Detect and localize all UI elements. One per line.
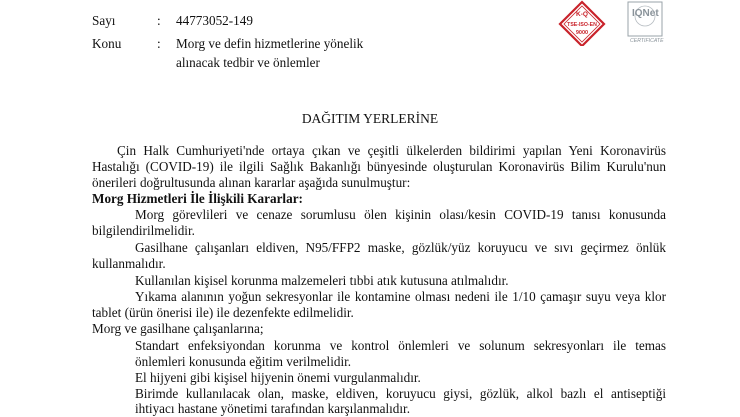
iqnet-text: IQNet	[632, 8, 659, 19]
konu-label: Konu	[92, 36, 122, 51]
kq-certification-icon	[560, 2, 604, 46]
kq-top-text: K-Q	[576, 11, 588, 18]
kq-mid-text: TSE-ISO-EN	[567, 22, 597, 28]
sayi-colon: :	[157, 13, 161, 28]
item-line-1: Morg görevlileri ve cenaze sorumlusu ölen kişinin olası/kesin COVID-19 tanısı konusunda	[135, 207, 666, 222]
section-heading: Morg Hizmetleri İle İlişkili Kararlar:	[92, 191, 303, 206]
distribution-title: DAĞITIM YERLERİNE	[301, 111, 439, 126]
intro-line-3: önerileri doğrultusunda alınan kararlar aşağıda sunulmuştur:	[92, 175, 411, 190]
sayi-value: 44773052-149	[176, 13, 253, 28]
kq-bottom-text: 9000	[575, 30, 589, 36]
item-line-6: Yıkama alanının yoğun sekresyonlar ile kontamine olması nedeni ile 1/10 çamaşır suyu veya klor	[135, 289, 666, 304]
item-line-5: Kullanılan kişisel korunma malzemeleri tıbbi atık kutusuna atılmalıdır.	[135, 273, 509, 288]
item-line-2: bilgilendirilmelidir.	[92, 223, 195, 238]
item-line-7: tablet (ürün önerisi ile) ile dezenfekte edilmelidir.	[92, 305, 354, 320]
certification-logos	[552, 0, 732, 46]
item-line-9: Standart enfeksiyondan korunma ve kontrol önlemleri ve solunum sekresyonları ile temas	[135, 338, 666, 353]
item-line-13: ihtiyacı hastane yönetimi tarafından karşılanmalıdır.	[135, 401, 411, 416]
intro-line-1: Çin Halk Cumhuriyeti'nde ortaya çıkan ve çeşitli ülkelerden bildirimi yapılan Yeni Koronavirüs	[117, 143, 666, 158]
item-line-4: kullanmalıdır.	[92, 256, 166, 271]
item-line-12: Birimde kullanılacak olan, maske, eldiven, koruyucu giysi, gözlük, alkol bazlı el antiseptiği	[135, 386, 666, 401]
konu-line-2: alınacak tedbir ve önlemler	[176, 55, 320, 70]
item-line-8: Morg ve gasilhane çalışanlarına;	[92, 321, 264, 336]
iqnet-sub-text: CERTIFICATE	[630, 38, 664, 44]
intro-line-2: Hastalığı (COVID-19) ile ilgili Sağlık Bakanlığı bünyesinde oluşturulan Koronavirüs Bilim Kurulu'nun	[92, 159, 666, 174]
konu-line-1: Morg ve defin hizmetlerine yönelik	[176, 36, 364, 51]
item-line-3: Gasilhane çalışanları eldiven, N95/FFP2 maske, gözlük/yüz koruyucu ve sıvı geçirmez önlük	[135, 240, 666, 255]
item-line-11: El hijyeni gibi kişisel hijyenin önemi vurgulanmalıdır.	[135, 370, 421, 385]
sayi-label: Sayı	[92, 13, 116, 28]
konu-colon: :	[157, 36, 161, 51]
item-line-10: önlemleri konusunda eğitim verilmelidir.	[135, 354, 352, 369]
iqnet-certification-icon	[628, 2, 664, 44]
